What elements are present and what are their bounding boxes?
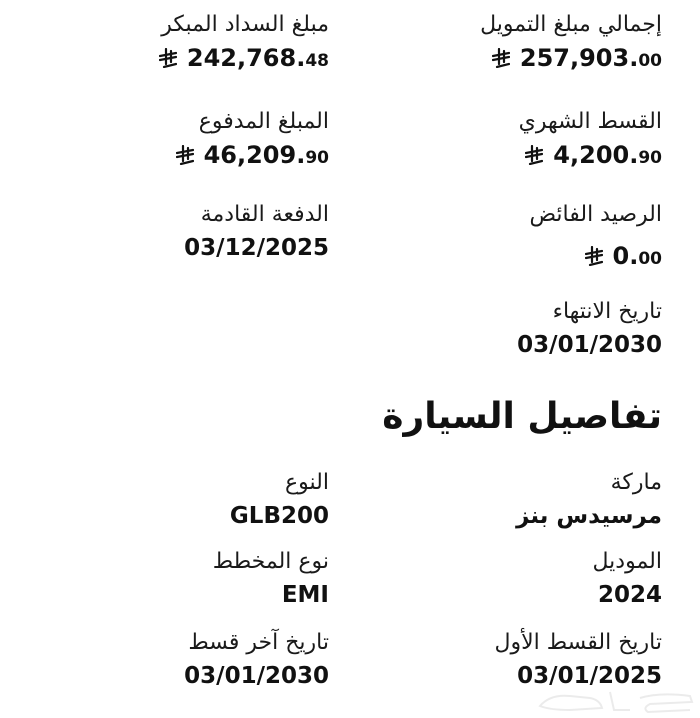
next-payment-date: 03/12/2025	[184, 235, 329, 261]
plan-type-field	[29, 547, 329, 611]
saudi-riyal-icon	[159, 48, 177, 68]
type-value: GLB200	[229, 503, 329, 529]
surplus-balance-field	[362, 200, 662, 275]
plan-type-value: EMI	[281, 582, 329, 608]
brand-field	[362, 468, 662, 532]
car-details-title: تفاصيل السيارة	[382, 396, 662, 437]
plan-type-label: نوع المخطط	[212, 549, 329, 574]
last-installment-value: 03/01/2030	[184, 663, 329, 689]
surplus-balance-label: الرصيد الفائض	[529, 202, 662, 227]
early-settlement-label: مبلغ السداد المبكر	[161, 12, 329, 37]
total-financing-amount: 257,903. 00	[492, 42, 662, 77]
first-installment-value: 03/01/2025	[517, 663, 662, 689]
type-label: النوع	[285, 470, 329, 495]
end-date-field	[362, 297, 662, 361]
model-field	[362, 547, 662, 611]
surplus-balance-amount: 0. 00	[585, 240, 663, 275]
saudi-riyal-icon	[492, 48, 510, 68]
total-financing-label: إجمالي مبلغ التمويل	[480, 12, 662, 37]
last-installment-label: تاريخ آخر قسط	[188, 630, 329, 655]
total-financing-field	[362, 10, 662, 77]
haraj-watermark-logo	[530, 686, 700, 714]
monthly-installment-amount: 4,200. 90	[525, 139, 662, 174]
amount-paid-amount: 46,209. 90	[176, 139, 329, 174]
end-date-value: 03/01/2030	[517, 332, 662, 358]
next-payment-field	[29, 200, 329, 264]
brand-value: مرسيدس بنز	[516, 503, 662, 529]
first-installment-label: تاريخ القسط الأول	[494, 630, 662, 655]
amount-paid-label: المبلغ المدفوع	[198, 109, 329, 134]
monthly-installment-field	[362, 107, 662, 174]
model-value: 2024	[597, 582, 662, 608]
early-settlement-field	[29, 10, 329, 77]
first-installment-field	[362, 628, 662, 692]
saudi-riyal-icon	[525, 145, 543, 165]
saudi-riyal-icon	[585, 246, 603, 266]
next-payment-label: الدفعة القادمة	[200, 202, 329, 227]
type-field	[29, 468, 329, 532]
amount-paid-field	[29, 107, 329, 174]
last-installment-field	[29, 628, 329, 692]
monthly-installment-label: القسط الشهري	[518, 109, 662, 134]
early-settlement-amount: 242,768. 48	[159, 42, 329, 77]
end-date-label: تاريخ الانتهاء	[552, 299, 662, 324]
model-label: الموديل	[592, 549, 662, 574]
saudi-riyal-icon	[176, 145, 194, 165]
brand-label: ماركة	[610, 470, 662, 495]
